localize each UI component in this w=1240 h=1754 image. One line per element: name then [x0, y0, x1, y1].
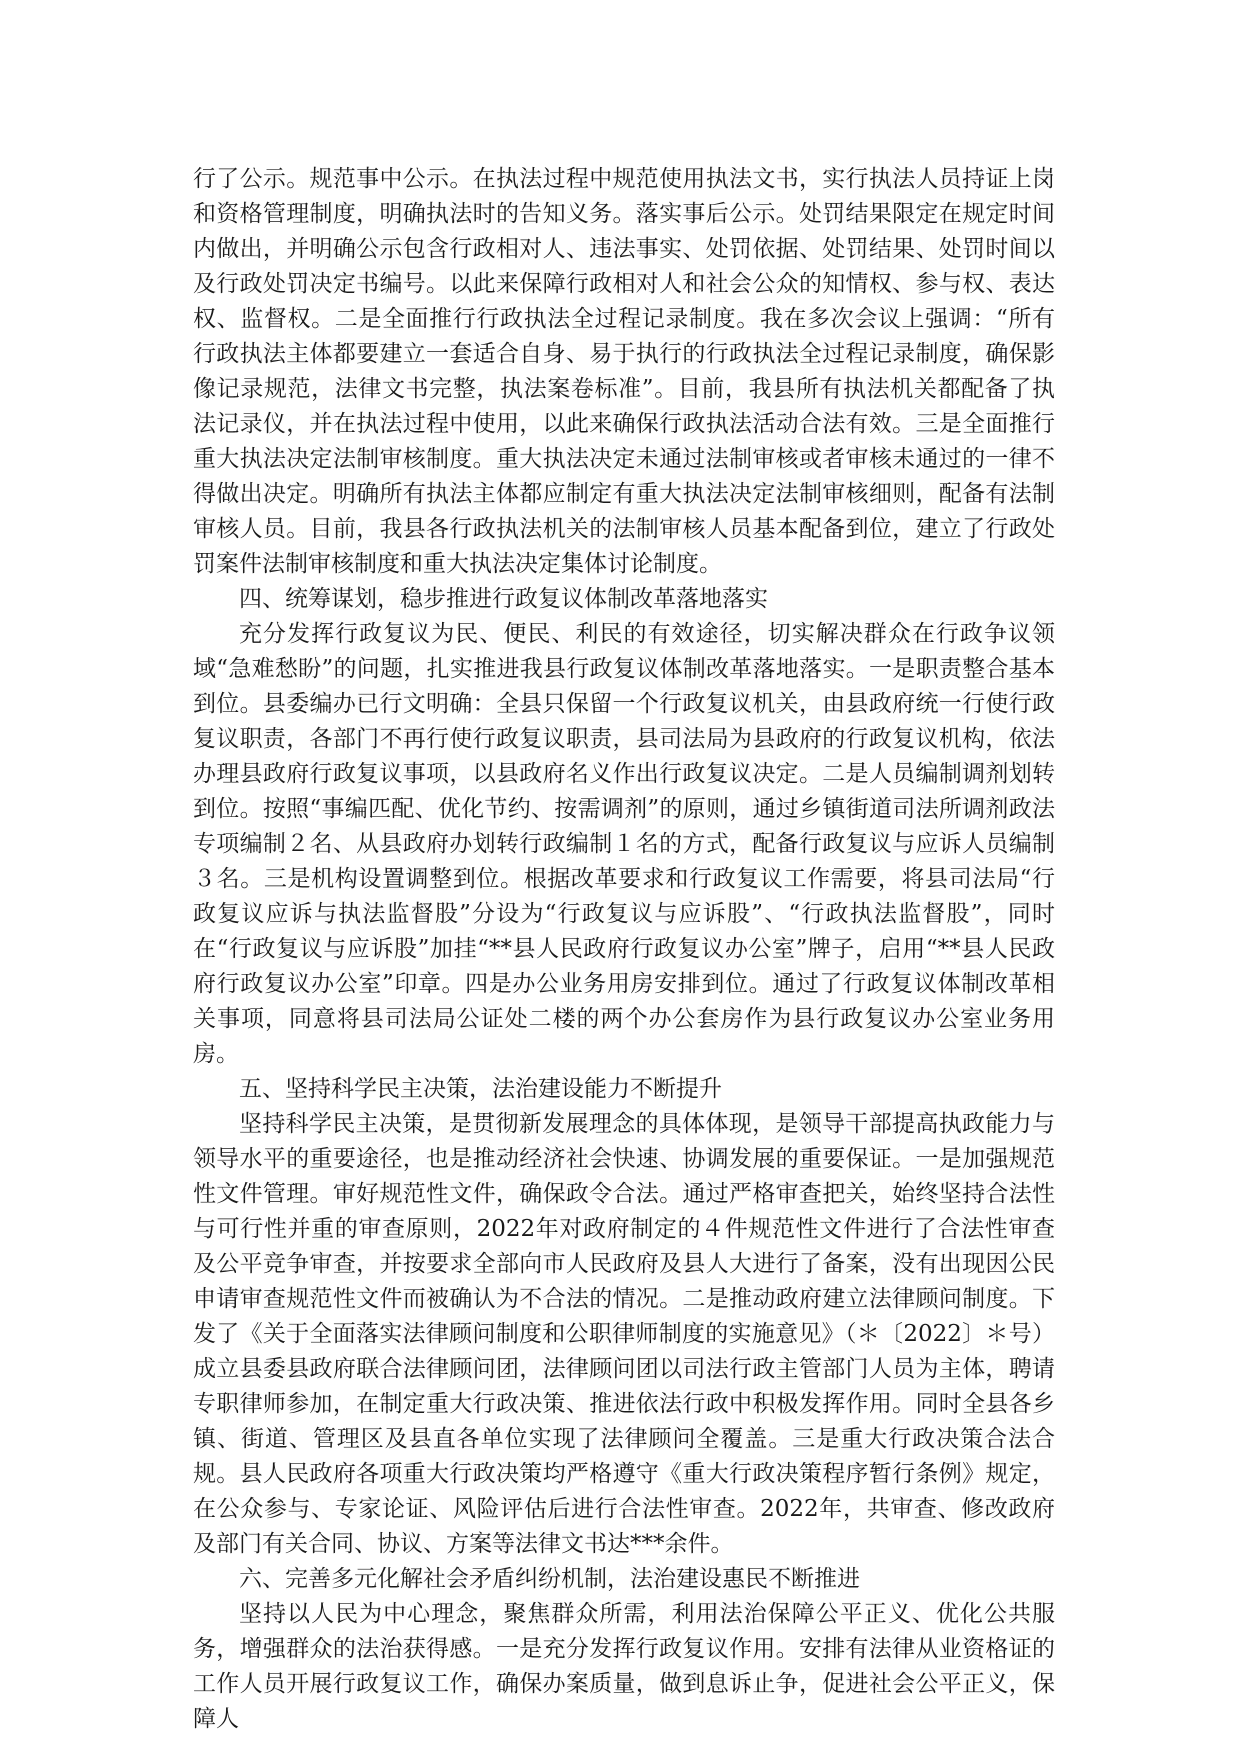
section-heading-5: 五、坚持科学民主决策，法治建设能力不断提升: [239, 1076, 722, 1102]
section-heading-4: 四、统筹谋划，稳步推进行政复议体制改革落地落实: [239, 586, 768, 612]
document-page: [193, 162, 1055, 1737]
paragraph-continuation: 行了公示。规范事中公示。在执法过程中规范使用执法文书，实行执法人员持证上岗和资格管理制度，明确执法时的告知义务。落实事后公示。处罚结果限定在规定时间内做出，并明确公示包含行政相对人、违法事实、处罚依据、处罚结果、处罚时间以及行政处罚决定书编号。以此来保障行政相对人和社会公众的知情权、参与权、表达权、监督权。二是全面推行行政执法全过程记录制度。我在多次会议上强调：“所有行政执法主体都要建立一套适合自身、易于执行的行政执法全过程记录制度，确保影像记录规范，法律文书完整，执法案卷标准”。目前，我县所有执法机关都配备了执法记录仪，并在执法过程中使用，以此来确保行政执法活动合法有效。三是全面推行重大执法决定法制审核制度。重大执法决定未通过法制审核或者审核未通过的一律不得做出决定。明确所有执法主体都应制定有重大执法决定法制审核细则，配备有法制审核人员。目前，我县各行政执法机关的法制审核人员基本配备到位，建立了行政处罚案件法制审核制度和重大执法决定集体讨论制度。: [193, 166, 1055, 577]
paragraph-section-6: 坚持以人民为中心理念，聚焦群众所需，利用法治保障公平正义、优化公共服务，增强群众的法治获得感。一是充分发挥行政复议作用。安排有法律从业资格证的工作人员开展行政复议工作，确保办案质量，做到息诉止争，促进社会公平正义，保障人: [193, 1601, 1055, 1732]
paragraph-section-5: 坚持科学民主决策，是贯彻新发展理念的具体体现，是领导干部提高执政能力与领导水平的重要途径，也是推动经济社会快速、协调发展的重要保证。一是加强规范性文件管理。审好规范性文件，确保政令合法。通过严格审查把关，始终坚持合法性与可行性并重的审查原则，2022年对政府制定的４件规范性文件进行了合法性审查及公平竞争审查，并按要求全部向市人民政府及县人大进行了备案，没有出现因公民申请审查规范性文件而被确认为不合法的情况。二是推动政府建立法律顾问制度。下发了《关于全面落实法律顾问制度和公职律师制度的实施意见》（＊〔2022〕＊号）成立县委县政府联合法律顾问团，法律顾问团以司法行政主管部门人员为主体，聘请专职律师参加，在制定重大行政决策、推进依法行政中积极发挥作用。同时全县各乡镇、街道、管理区及县直各单位实现了法律顾问全覆盖。三是重大行政决策合法合规。县人民政府各项重大行政决策均严格遵守《重大行政决策程序暂行条例》规定，在公众参与、专家论证、风险评估后进行合法性审查。2022年，共审查、修改政府及部门有关合同、协议、方案等法律文书达***余件。: [193, 1111, 1055, 1557]
paragraph-section-4: 充分发挥行政复议为民、便民、利民的有效途径，切实解决群众在行政争议领域“急难愁盼”的问题，扎实推进我县行政复议体制改革落地落实。一是职责整合基本到位。县委编办已行文明确：全县只保留一个行政复议机关，由县政府统一行使行政复议职责，各部门不再行使行政复议职责，县司法局为县政府的行政复议机构，依法办理县政府行政复议事项，以县政府名义作出行政复议决定。二是人员编制调剂划转到位。按照“事编匹配、优化节约、按需调剂”的原则，通过乡镇街道司法所调剂政法专项编制２名、从县政府办划转行政编制１名的方式，配备行政复议与应诉人员编制３名。三是机构设置调整到位。根据改革要求和行政复议工作需要，将县司法局“行政复议应诉与执法监督股”分设为“行政复议与应诉股”、“行政执法监督股”，同时在“行政复议与应诉股”加挂“**县人民政府行政复议办公室”牌子，启用“**县人民政府行政复议办公室”印章。四是办公业务用房安排到位。通过了行政复议体制改革相关事项，同意将县司法局公证处二楼的两个办公套房作为县行政复议办公室业务用房。: [193, 621, 1055, 1067]
section-heading-6: 六、完善多元化解社会矛盾纠纷机制，法治建设惠民不断推进: [239, 1566, 860, 1592]
